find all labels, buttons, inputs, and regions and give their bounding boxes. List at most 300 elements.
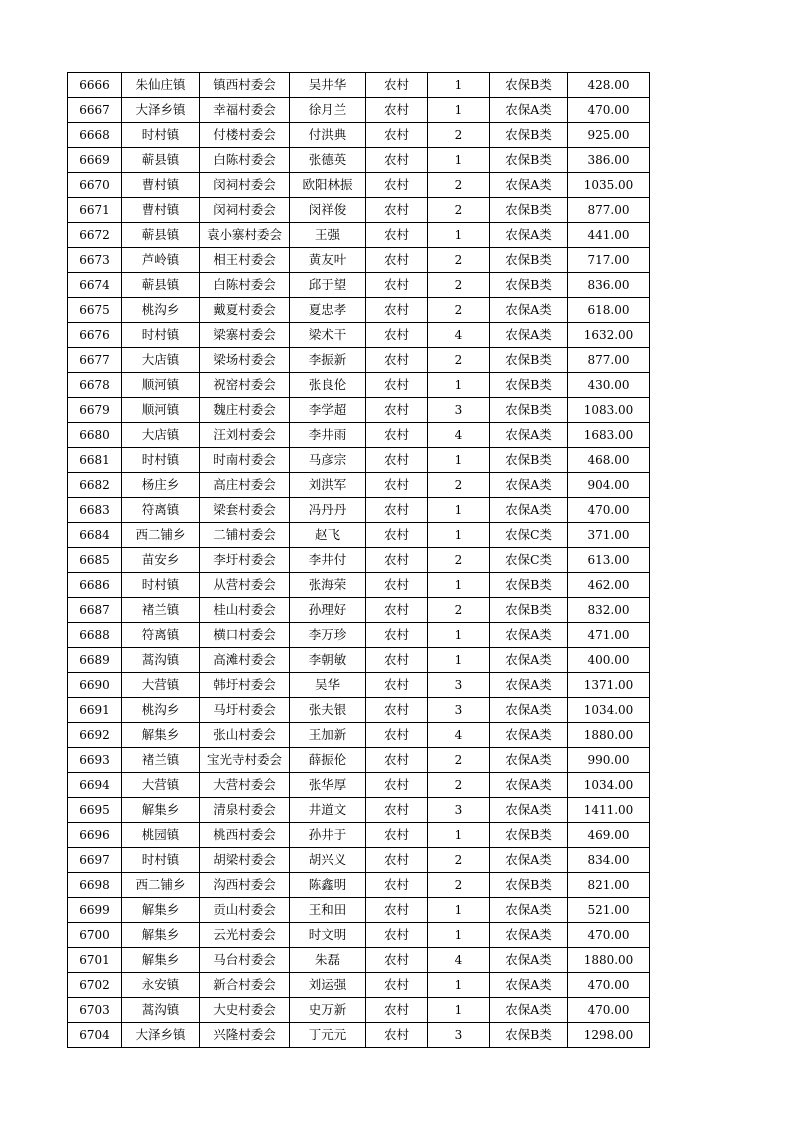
village-committee-cell: 宝光寺村委会 xyxy=(200,748,290,773)
table-row xyxy=(68,748,650,773)
insurance-category-cell: 农保B类 xyxy=(490,598,568,623)
village-committee-cell: 兴隆村委会 xyxy=(200,1023,290,1048)
household-size-cell: 2 xyxy=(428,298,490,323)
amount-cell: 462.00 xyxy=(568,573,650,598)
amount-cell: 428.00 xyxy=(568,73,650,98)
insurance-category-cell: 农保A类 xyxy=(490,723,568,748)
area-type-cell: 农村 xyxy=(366,973,428,998)
name-cell: 夏忠孝 xyxy=(290,298,366,323)
insurance-category-cell: 农保C类 xyxy=(490,548,568,573)
township-cell: 解集乡 xyxy=(122,798,200,823)
amount-cell: 1371.00 xyxy=(568,673,650,698)
amount-cell: 904.00 xyxy=(568,473,650,498)
amount-cell: 836.00 xyxy=(568,273,650,298)
name-cell: 马彦宗 xyxy=(290,448,366,473)
table-row xyxy=(68,1023,650,1048)
row-id-cell: 6689 xyxy=(68,648,122,673)
table-row xyxy=(68,698,650,723)
village-committee-cell: 大史村委会 xyxy=(200,998,290,1023)
row-id-cell: 6700 xyxy=(68,923,122,948)
table-row xyxy=(68,348,650,373)
name-cell: 王强 xyxy=(290,223,366,248)
household-size-cell: 4 xyxy=(428,423,490,448)
village-committee-cell: 桃西村委会 xyxy=(200,823,290,848)
township-cell: 时村镇 xyxy=(122,323,200,348)
table-body xyxy=(68,73,650,1048)
insurance-category-cell: 农保A类 xyxy=(490,223,568,248)
row-id-cell: 6683 xyxy=(68,498,122,523)
table-row xyxy=(68,798,650,823)
area-type-cell: 农村 xyxy=(366,523,428,548)
township-cell: 褚兰镇 xyxy=(122,748,200,773)
table-row xyxy=(68,923,650,948)
village-committee-cell: 横口村委会 xyxy=(200,623,290,648)
household-size-cell: 3 xyxy=(428,698,490,723)
area-type-cell: 农村 xyxy=(366,598,428,623)
household-size-cell: 2 xyxy=(428,348,490,373)
insurance-category-cell: 农保A类 xyxy=(490,973,568,998)
area-type-cell: 农村 xyxy=(366,648,428,673)
village-committee-cell: 汪刘村委会 xyxy=(200,423,290,448)
village-committee-cell: 新合村委会 xyxy=(200,973,290,998)
township-cell: 解集乡 xyxy=(122,948,200,973)
table-row xyxy=(68,148,650,173)
row-id-cell: 6699 xyxy=(68,898,122,923)
table-row xyxy=(68,123,650,148)
name-cell: 孙井于 xyxy=(290,823,366,848)
township-cell: 蕲县镇 xyxy=(122,223,200,248)
area-type-cell: 农村 xyxy=(366,823,428,848)
township-cell: 时村镇 xyxy=(122,123,200,148)
insurance-category-cell: 农保A类 xyxy=(490,173,568,198)
table-row xyxy=(68,523,650,548)
name-cell: 徐月兰 xyxy=(290,98,366,123)
name-cell: 张海荣 xyxy=(290,573,366,598)
table-row xyxy=(68,398,650,423)
row-id-cell: 6695 xyxy=(68,798,122,823)
area-type-cell: 农村 xyxy=(366,948,428,973)
name-cell: 李振新 xyxy=(290,348,366,373)
village-committee-cell: 闵祠村委会 xyxy=(200,173,290,198)
row-id-cell: 6672 xyxy=(68,223,122,248)
household-size-cell: 1 xyxy=(428,648,490,673)
table-row xyxy=(68,198,650,223)
insurance-category-cell: 农保A类 xyxy=(490,298,568,323)
insurance-category-cell: 农保C类 xyxy=(490,523,568,548)
insurance-category-cell: 农保A类 xyxy=(490,698,568,723)
insurance-category-cell: 农保A类 xyxy=(490,773,568,798)
table-row xyxy=(68,773,650,798)
amount-cell: 470.00 xyxy=(568,973,650,998)
village-committee-cell: 幸福村委会 xyxy=(200,98,290,123)
household-size-cell: 1 xyxy=(428,973,490,998)
township-cell: 蕲县镇 xyxy=(122,273,200,298)
area-type-cell: 农村 xyxy=(366,623,428,648)
township-cell: 解集乡 xyxy=(122,898,200,923)
household-size-cell: 1 xyxy=(428,573,490,598)
township-cell: 西二铺乡 xyxy=(122,523,200,548)
name-cell: 时文明 xyxy=(290,923,366,948)
name-cell: 王和田 xyxy=(290,898,366,923)
table-row xyxy=(68,648,650,673)
township-cell: 桃沟乡 xyxy=(122,298,200,323)
village-committee-cell: 清泉村委会 xyxy=(200,798,290,823)
table-row xyxy=(68,498,650,523)
amount-cell: 470.00 xyxy=(568,98,650,123)
area-type-cell: 农村 xyxy=(366,998,428,1023)
household-size-cell: 4 xyxy=(428,723,490,748)
household-size-cell: 1 xyxy=(428,523,490,548)
table-row xyxy=(68,373,650,398)
insurance-category-cell: 农保A类 xyxy=(490,623,568,648)
village-committee-cell: 梁套村委会 xyxy=(200,498,290,523)
area-type-cell: 农村 xyxy=(366,173,428,198)
area-type-cell: 农村 xyxy=(366,448,428,473)
township-cell: 解集乡 xyxy=(122,923,200,948)
area-type-cell: 农村 xyxy=(366,748,428,773)
household-size-cell: 1 xyxy=(428,73,490,98)
name-cell: 张夫银 xyxy=(290,698,366,723)
name-cell: 丁元元 xyxy=(290,1023,366,1048)
table-row xyxy=(68,623,650,648)
table-row xyxy=(68,323,650,348)
area-type-cell: 农村 xyxy=(366,98,428,123)
amount-cell: 470.00 xyxy=(568,923,650,948)
insurance-category-cell: 农保A类 xyxy=(490,98,568,123)
row-id-cell: 6677 xyxy=(68,348,122,373)
insurance-category-cell: 农保A类 xyxy=(490,498,568,523)
township-cell: 大营镇 xyxy=(122,673,200,698)
amount-cell: 877.00 xyxy=(568,348,650,373)
township-cell: 大店镇 xyxy=(122,423,200,448)
village-committee-cell: 戴夏村委会 xyxy=(200,298,290,323)
household-size-cell: 1 xyxy=(428,923,490,948)
table-row xyxy=(68,948,650,973)
insurance-category-cell: 农保B类 xyxy=(490,373,568,398)
name-cell: 梁术干 xyxy=(290,323,366,348)
household-size-cell: 4 xyxy=(428,948,490,973)
area-type-cell: 农村 xyxy=(366,498,428,523)
area-type-cell: 农村 xyxy=(366,223,428,248)
row-id-cell: 6684 xyxy=(68,523,122,548)
amount-cell: 925.00 xyxy=(568,123,650,148)
row-id-cell: 6676 xyxy=(68,323,122,348)
amount-cell: 1083.00 xyxy=(568,398,650,423)
household-size-cell: 1 xyxy=(428,498,490,523)
row-id-cell: 6688 xyxy=(68,623,122,648)
row-id-cell: 6696 xyxy=(68,823,122,848)
township-cell: 大泽乡镇 xyxy=(122,98,200,123)
area-type-cell: 农村 xyxy=(366,1023,428,1048)
amount-cell: 521.00 xyxy=(568,898,650,923)
name-cell: 冯丹丹 xyxy=(290,498,366,523)
name-cell: 李万珍 xyxy=(290,623,366,648)
row-id-cell: 6690 xyxy=(68,673,122,698)
name-cell: 史万新 xyxy=(290,998,366,1023)
name-cell: 李学超 xyxy=(290,398,366,423)
township-cell: 桃沟乡 xyxy=(122,698,200,723)
insurance-category-cell: 农保A类 xyxy=(490,748,568,773)
table-row xyxy=(68,823,650,848)
village-committee-cell: 祝窑村委会 xyxy=(200,373,290,398)
township-cell: 蒿沟镇 xyxy=(122,998,200,1023)
village-committee-cell: 白陈村委会 xyxy=(200,273,290,298)
table-row xyxy=(68,973,650,998)
table-row xyxy=(68,598,650,623)
amount-cell: 834.00 xyxy=(568,848,650,873)
household-size-cell: 2 xyxy=(428,848,490,873)
village-committee-cell: 付楼村委会 xyxy=(200,123,290,148)
township-cell: 曹村镇 xyxy=(122,173,200,198)
row-id-cell: 6679 xyxy=(68,398,122,423)
area-type-cell: 农村 xyxy=(366,148,428,173)
table-row xyxy=(68,548,650,573)
row-id-cell: 6681 xyxy=(68,448,122,473)
township-cell: 时村镇 xyxy=(122,573,200,598)
area-type-cell: 农村 xyxy=(366,348,428,373)
name-cell: 赵飞 xyxy=(290,523,366,548)
household-size-cell: 3 xyxy=(428,673,490,698)
name-cell: 孙理好 xyxy=(290,598,366,623)
name-cell: 李朝敏 xyxy=(290,648,366,673)
insurance-category-cell: 农保A类 xyxy=(490,923,568,948)
amount-cell: 1034.00 xyxy=(568,698,650,723)
name-cell: 朱磊 xyxy=(290,948,366,973)
amount-cell: 1035.00 xyxy=(568,173,650,198)
township-cell: 时村镇 xyxy=(122,848,200,873)
household-size-cell: 2 xyxy=(428,273,490,298)
village-committee-cell: 马台村委会 xyxy=(200,948,290,973)
township-cell: 时村镇 xyxy=(122,448,200,473)
village-committee-cell: 闵祠村委会 xyxy=(200,198,290,223)
row-id-cell: 6694 xyxy=(68,773,122,798)
row-id-cell: 6692 xyxy=(68,723,122,748)
insurance-category-cell: 农保B类 xyxy=(490,148,568,173)
name-cell: 刘洪军 xyxy=(290,473,366,498)
insurance-category-cell: 农保B类 xyxy=(490,873,568,898)
village-committee-cell: 相王村委会 xyxy=(200,248,290,273)
insurance-category-cell: 农保B类 xyxy=(490,273,568,298)
row-id-cell: 6682 xyxy=(68,473,122,498)
township-cell: 大营镇 xyxy=(122,773,200,798)
area-type-cell: 农村 xyxy=(366,248,428,273)
insurance-category-cell: 农保B类 xyxy=(490,1023,568,1048)
table-row xyxy=(68,673,650,698)
amount-cell: 1880.00 xyxy=(568,948,650,973)
row-id-cell: 6667 xyxy=(68,98,122,123)
area-type-cell: 农村 xyxy=(366,723,428,748)
village-committee-cell: 袁小寨村委会 xyxy=(200,223,290,248)
row-id-cell: 6673 xyxy=(68,248,122,273)
name-cell: 黄友叶 xyxy=(290,248,366,273)
area-type-cell: 农村 xyxy=(366,798,428,823)
amount-cell: 877.00 xyxy=(568,198,650,223)
village-committee-cell: 白陈村委会 xyxy=(200,148,290,173)
insurance-category-cell: 农保A类 xyxy=(490,648,568,673)
insurance-category-cell: 农保A类 xyxy=(490,473,568,498)
insurance-category-cell: 农保B类 xyxy=(490,198,568,223)
insurance-category-cell: 农保B类 xyxy=(490,398,568,423)
row-id-cell: 6687 xyxy=(68,598,122,623)
village-committee-cell: 镇西村委会 xyxy=(200,73,290,98)
amount-cell: 613.00 xyxy=(568,548,650,573)
area-type-cell: 农村 xyxy=(366,698,428,723)
name-cell: 吴华 xyxy=(290,673,366,698)
name-cell: 李井雨 xyxy=(290,423,366,448)
name-cell: 张良伦 xyxy=(290,373,366,398)
area-type-cell: 农村 xyxy=(366,923,428,948)
township-cell: 杨庄乡 xyxy=(122,473,200,498)
township-cell: 顺河镇 xyxy=(122,373,200,398)
name-cell: 吴井华 xyxy=(290,73,366,98)
row-id-cell: 6685 xyxy=(68,548,122,573)
amount-cell: 469.00 xyxy=(568,823,650,848)
village-committee-cell: 张山村委会 xyxy=(200,723,290,748)
table-row xyxy=(68,448,650,473)
row-id-cell: 6686 xyxy=(68,573,122,598)
township-cell: 蕲县镇 xyxy=(122,148,200,173)
area-type-cell: 农村 xyxy=(366,873,428,898)
village-committee-cell: 梁场村委会 xyxy=(200,348,290,373)
township-cell: 曹村镇 xyxy=(122,198,200,223)
table-row xyxy=(68,573,650,598)
row-id-cell: 6698 xyxy=(68,873,122,898)
village-committee-cell: 高滩村委会 xyxy=(200,648,290,673)
name-cell: 胡兴义 xyxy=(290,848,366,873)
village-committee-cell: 从营村委会 xyxy=(200,573,290,598)
row-id-cell: 6666 xyxy=(68,73,122,98)
household-size-cell: 1 xyxy=(428,373,490,398)
amount-cell: 1683.00 xyxy=(568,423,650,448)
household-size-cell: 3 xyxy=(428,798,490,823)
amount-cell: 471.00 xyxy=(568,623,650,648)
row-id-cell: 6680 xyxy=(68,423,122,448)
table-row xyxy=(68,173,650,198)
township-cell: 符离镇 xyxy=(122,623,200,648)
household-size-cell: 2 xyxy=(428,248,490,273)
table-row xyxy=(68,98,650,123)
table-row xyxy=(68,248,650,273)
amount-cell: 441.00 xyxy=(568,223,650,248)
area-type-cell: 农村 xyxy=(366,273,428,298)
area-type-cell: 农村 xyxy=(366,898,428,923)
insurance-category-cell: 农保B类 xyxy=(490,823,568,848)
area-type-cell: 农村 xyxy=(366,573,428,598)
household-size-cell: 3 xyxy=(428,1023,490,1048)
township-cell: 褚兰镇 xyxy=(122,598,200,623)
amount-cell: 386.00 xyxy=(568,148,650,173)
village-committee-cell: 魏庄村委会 xyxy=(200,398,290,423)
township-cell: 西二铺乡 xyxy=(122,873,200,898)
area-type-cell: 农村 xyxy=(366,373,428,398)
area-type-cell: 农村 xyxy=(366,473,428,498)
insurance-category-cell: 农保B类 xyxy=(490,573,568,598)
village-committee-cell: 桂山村委会 xyxy=(200,598,290,623)
insurance-category-cell: 农保B类 xyxy=(490,123,568,148)
village-committee-cell: 李圩村委会 xyxy=(200,548,290,573)
village-committee-cell: 沟西村委会 xyxy=(200,873,290,898)
name-cell: 付洪典 xyxy=(290,123,366,148)
household-size-cell: 2 xyxy=(428,548,490,573)
insurance-category-cell: 农保A类 xyxy=(490,323,568,348)
household-size-cell: 1 xyxy=(428,448,490,473)
row-id-cell: 6701 xyxy=(68,948,122,973)
amount-cell: 470.00 xyxy=(568,498,650,523)
amount-cell: 1632.00 xyxy=(568,323,650,348)
row-id-cell: 6693 xyxy=(68,748,122,773)
household-size-cell: 4 xyxy=(428,323,490,348)
household-size-cell: 1 xyxy=(428,823,490,848)
township-cell: 永安镇 xyxy=(122,973,200,998)
amount-cell: 468.00 xyxy=(568,448,650,473)
township-cell: 朱仙庄镇 xyxy=(122,73,200,98)
row-id-cell: 6671 xyxy=(68,198,122,223)
village-committee-cell: 马圩村委会 xyxy=(200,698,290,723)
village-committee-cell: 梁寨村委会 xyxy=(200,323,290,348)
table-row xyxy=(68,298,650,323)
amount-cell: 470.00 xyxy=(568,998,650,1023)
amount-cell: 990.00 xyxy=(568,748,650,773)
township-cell: 桃园镇 xyxy=(122,823,200,848)
amount-cell: 1880.00 xyxy=(568,723,650,748)
household-size-cell: 2 xyxy=(428,873,490,898)
name-cell: 欧阳林振 xyxy=(290,173,366,198)
name-cell: 邱于望 xyxy=(290,273,366,298)
name-cell: 张华厚 xyxy=(290,773,366,798)
row-id-cell: 6674 xyxy=(68,273,122,298)
insurance-category-cell: 农保B类 xyxy=(490,248,568,273)
household-size-cell: 1 xyxy=(428,223,490,248)
household-size-cell: 2 xyxy=(428,198,490,223)
name-cell: 张德英 xyxy=(290,148,366,173)
township-cell: 蒿沟镇 xyxy=(122,648,200,673)
insurance-category-cell: 农保A类 xyxy=(490,423,568,448)
amount-cell: 371.00 xyxy=(568,523,650,548)
amount-cell: 832.00 xyxy=(568,598,650,623)
name-cell: 闵祥俊 xyxy=(290,198,366,223)
household-size-cell: 2 xyxy=(428,123,490,148)
area-type-cell: 农村 xyxy=(366,123,428,148)
row-id-cell: 6675 xyxy=(68,298,122,323)
area-type-cell: 农村 xyxy=(366,548,428,573)
amount-cell: 1034.00 xyxy=(568,773,650,798)
table-row xyxy=(68,273,650,298)
household-size-cell: 2 xyxy=(428,173,490,198)
area-type-cell: 农村 xyxy=(366,73,428,98)
insurance-category-cell: 农保A类 xyxy=(490,998,568,1023)
township-cell: 解集乡 xyxy=(122,723,200,748)
row-id-cell: 6668 xyxy=(68,123,122,148)
household-size-cell: 1 xyxy=(428,148,490,173)
name-cell: 陈鑫明 xyxy=(290,873,366,898)
table-row xyxy=(68,898,650,923)
table-row xyxy=(68,473,650,498)
name-cell: 井道文 xyxy=(290,798,366,823)
township-cell: 芦岭镇 xyxy=(122,248,200,273)
table-row xyxy=(68,848,650,873)
village-committee-cell: 二铺村委会 xyxy=(200,523,290,548)
insurance-category-cell: 农保A类 xyxy=(490,848,568,873)
household-size-cell: 1 xyxy=(428,98,490,123)
amount-cell: 618.00 xyxy=(568,298,650,323)
row-id-cell: 6702 xyxy=(68,973,122,998)
amount-cell: 1298.00 xyxy=(568,1023,650,1048)
insurance-category-cell: 农保A类 xyxy=(490,898,568,923)
amount-cell: 717.00 xyxy=(568,248,650,273)
name-cell: 薛振伦 xyxy=(290,748,366,773)
village-committee-cell: 大营村委会 xyxy=(200,773,290,798)
table-row xyxy=(68,423,650,448)
